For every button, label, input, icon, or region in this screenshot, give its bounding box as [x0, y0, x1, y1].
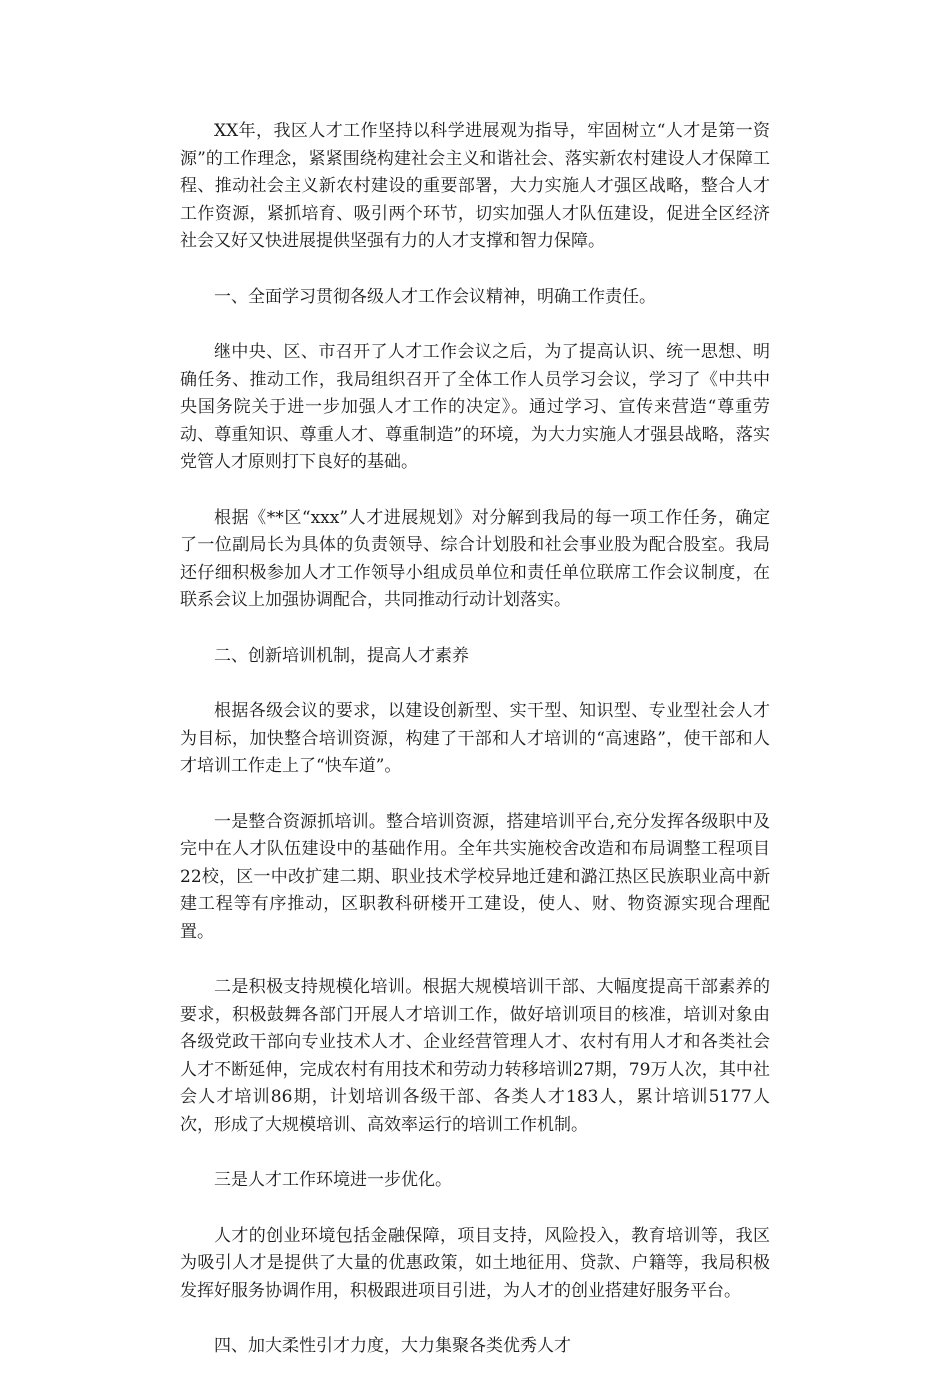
section-heading-2: 二、创新培训机制，提高人才素养 — [214, 645, 469, 666]
paragraph: 根据《**区“xxx”人才进展规划》对分解到我局的每一项工作任务，确定了一位副局长为具体的负责领导、综合计划股和社会事业股为配合股室。我局还仔细积极参加人才工作领导小组成员单位和责任单位联席工作会议制度，在联系会议上加强协调配合，共同推动行动计划落实。 — [180, 507, 770, 610]
paragraph: 继中央、区、市召开了人才工作会议之后，为了提高认识、统一思想、明确任务、推动工作，我局组织召开了全体工作人员学习会议，学习了《中共中央国务院关于进一步加强人才工作的决定》。通过学习、宣传来营造“尊重劳动、尊重知识、尊重人才、尊重制造”的环境，为大力实施人才强县战略，落实党管人才原则打下良好的基础。 — [180, 342, 770, 472]
paragraph: 人才的创业环境包括金融保障，项目支持，风险投入，教育培训等，我区为吸引人才是提供了大量的优惠政策，如土地征用、贷款、户籍等，我局积极发挥好服务协调作用，积极跟进项目引进，为人才的创业搭建好服务平台。 — [180, 1225, 770, 1301]
paragraph-intro: XX年，我区人才工作坚持以科学进展观为指导，牢固树立“人才是第一资源”的工作理念，紧紧围绕构建社会主义和谐社会、落实新农村建设人才保障工程、推动社会主义新农村建设的重要部署，大力实施人才强区战略，整合人才工作资源，紧抓培育、吸引两个环节，切实加强人才队伍建设，促进全区经济社会又好又快进展提供坚强有力的人才支撑和智力保障。 — [180, 121, 770, 251]
paragraph: 一是整合资源抓培训。整合培训资源，搭建培训平台,充分发挥各级职中及完中在人才队伍建设中的基础作用。全年共实施校舍改造和布局调整工程项目22校，区一中改扩建二期、职业技术学校异地迁建和潞江热区民族职业高中新建工程等有序推动，区职教科研楼开工建设，使人、财、物资源实现合理配置。 — [180, 811, 770, 942]
section-heading-1: 一、全面学习贯彻各级人才工作会议精神，明确工作责任。 — [214, 286, 656, 307]
sub-heading: 三是人才工作环境进一步优化。 — [214, 1170, 452, 1190]
section-heading-4: 四、加大柔性引才力度，大力集聚各类优秀人才 — [214, 1336, 571, 1356]
paragraph: 二是积极支持规模化培训。根据大规模培训干部、大幅度提高干部素养的要求，积极鼓舞各部门开展人才培训工作，做好培训项目的核准，培训对象由各级党政干部向专业技术人才、企业经营管理人才、农村有用人才和各类社会人才不断延伸，完成农村有用技术和劳动力转移培训27期，79万人次，其中社会人才培训86期，计划培训各级干部、各类人才183人，累计培训5177人次，形成了大规模培训、高效率运行的培训工作机制。 — [180, 977, 770, 1135]
paragraph: 根据各级会议的要求，以建设创新型、实干型、知识型、专业型社会人才为目标，加快整合培训资源，构建了干部和人才培训的“高速路”，使干部和人才培训工作走上了“快车道”。 — [180, 701, 770, 776]
document-body — [180, 118, 770, 1389]
